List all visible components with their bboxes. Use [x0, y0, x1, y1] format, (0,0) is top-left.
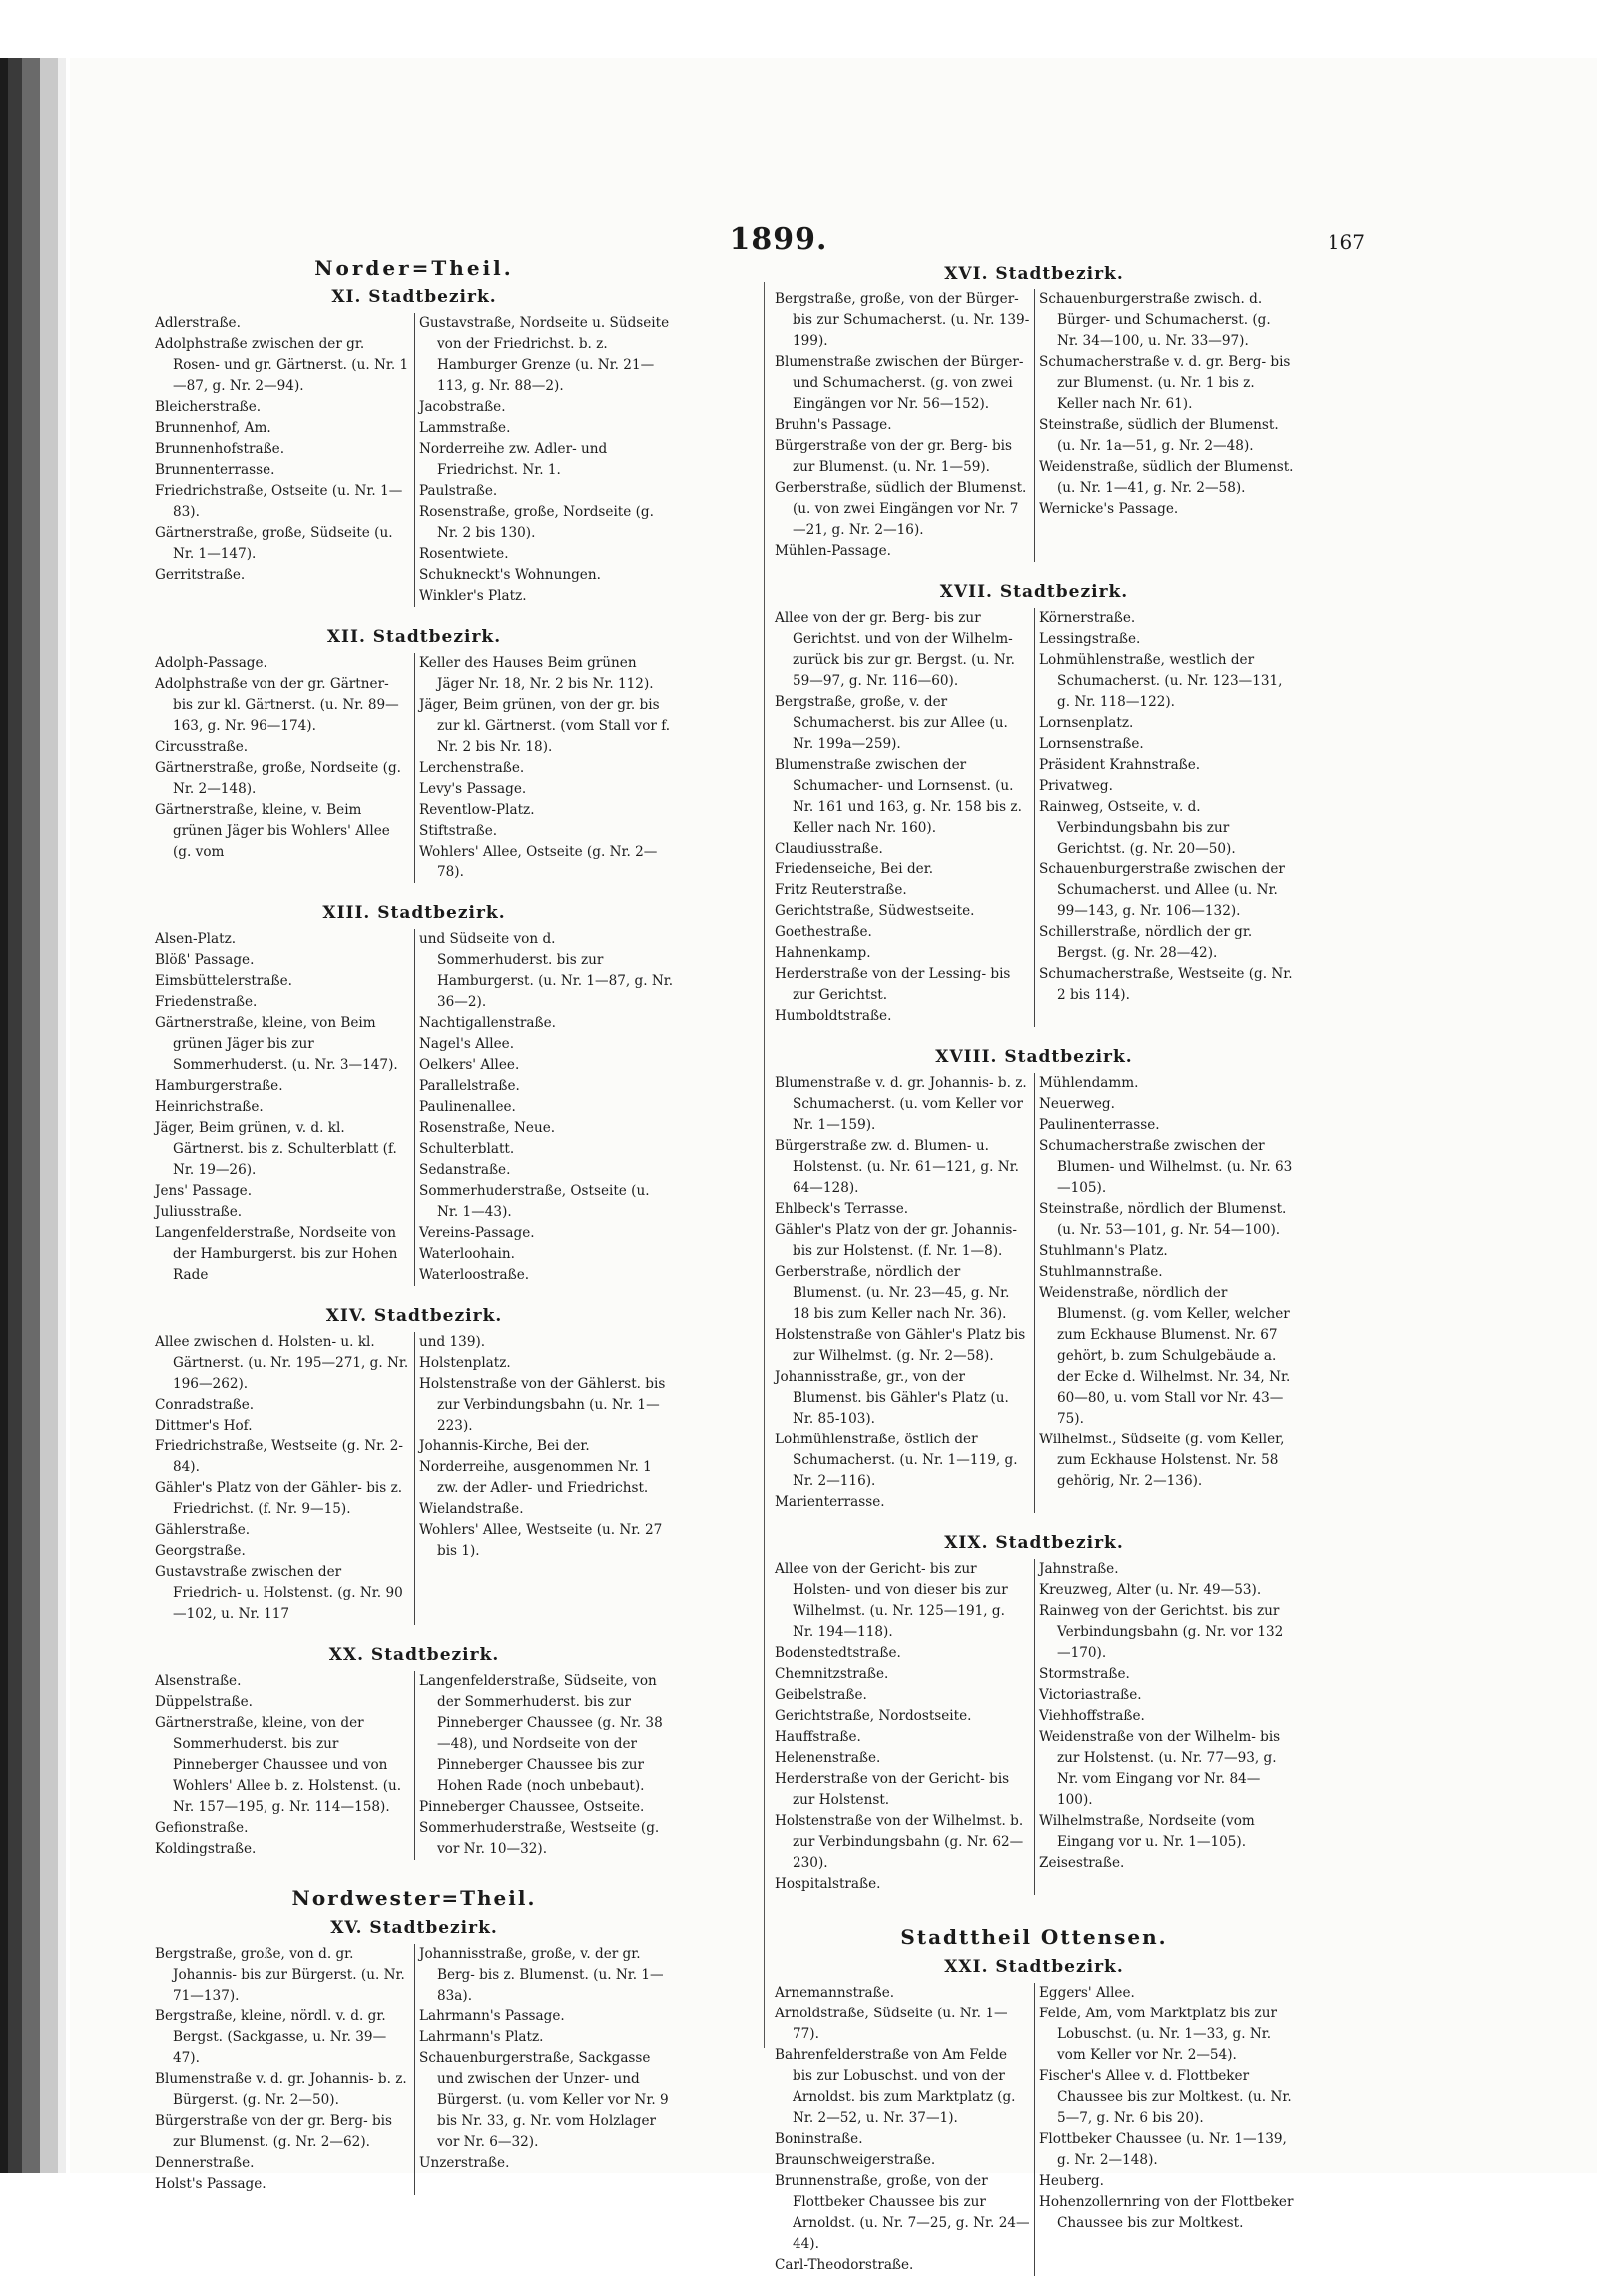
- street-entry: Fischer's Allee v. d. Flottbeker Chaussee bis zur Moltkest. (u. Nr. 5—7, g. Nr. 6 bis 20).: [1039, 2068, 1292, 2126]
- street-entry: Hospitalstraße.: [775, 1876, 881, 1892]
- street-entry: Gustavstraße, Nordseite u. Südseite von der Friedrichst. b. z. Hamburger Grenze (u. Nr. 21—113, g. Nr. 88—2).: [419, 315, 670, 394]
- street-entry: Gählerstraße.: [155, 1522, 251, 1538]
- street-entry: Jahnstraße.: [1039, 1561, 1119, 1577]
- street-list: [155, 1671, 414, 1860]
- street-list: [155, 1944, 414, 2195]
- street-entry: Wernicke's Passage.: [1039, 501, 1179, 517]
- district-title: XVII. Stadtbezirk.: [939, 582, 1129, 602]
- street-list: [155, 313, 414, 607]
- street-entry: Rosenstraße, große, Nordseite (g. Nr. 2 bis 130).: [419, 504, 654, 541]
- page-year: 1899.: [729, 222, 828, 257]
- street-entry: Ehlbeck's Terrasse.: [775, 1201, 909, 1217]
- binding-shadow: [0, 58, 66, 2173]
- street-entry: Wilhelmstraße, Nordseite (vom Eingang vor u. Nr. 1—105).: [1039, 1813, 1255, 1850]
- street-entry: Schauenburgerstraße zwischen der Schumacherst. und Allee (u. Nr. 99—143, g. Nr. 106—132).: [1039, 861, 1285, 919]
- street-entry: Pinneberger Chaussee, Ostseite.: [419, 1799, 645, 1815]
- street-entry: Jacobstraße.: [419, 399, 506, 415]
- street-entry: Juliusstraße.: [155, 1204, 243, 1220]
- street-entry: Wohlers' Allee, Ostseite (g. Nr. 2—78).: [419, 844, 658, 880]
- street-entry: Blumenstraße zwischen der Schumacher- und Lornsenst. (u. Nr. 161 und 163, g. Nr. 158 bis z. Keller nach Nr. 160).: [775, 757, 1022, 836]
- street-entry: Langenfelderstraße, Südseite, von der Sommerhuderst. bis zur Pinneberger Chaussee (g. Nr. 38—48), und Nordseite von der Pinneberger Chaussee bis zur Hohen Rade (noch unbebaut).: [419, 1673, 663, 1794]
- district-section: [775, 1533, 1294, 1895]
- street-entry: Herderstraße von der Lessing- bis zur Gerichtst.: [775, 966, 1011, 1003]
- street-entry: Dennerstraße.: [155, 2155, 255, 2171]
- street-entry: Jäger, Beim grünen, v. d. kl. Gärtnerst. bis z. Schulterblatt (f. Nr. 19—26).: [155, 1120, 397, 1178]
- street-list: [775, 1983, 1034, 2276]
- street-columns: [155, 1332, 674, 1625]
- street-list: [1034, 1073, 1294, 1513]
- street-entry: Bleicherstraße.: [155, 399, 262, 415]
- street-list: [414, 1332, 674, 1625]
- street-entry: Felde, Am, vom Marktplatz bis zur Lobuschst. (u. Nr. 1—33, g. Nr. vom Keller vor Nr. 2—54).: [1039, 2006, 1277, 2063]
- street-entry: Bahrenfelderstraße von Am Felde bis zur Lobuschst. und von der Arnoldst. bis zum Marktplatz (g. Nr. 2—52, u. Nr. 37—1).: [775, 2047, 1016, 2126]
- district-section: [155, 1645, 674, 1860]
- street-entry: Lammstraße.: [419, 420, 511, 436]
- district-title: XIV. Stadtbezirk.: [325, 1306, 503, 1326]
- street-entry: Sedanstraße.: [419, 1162, 511, 1178]
- street-entry: Lohmühlenstraße, westlich der Schumacherst. (u. Nr. 123—131, g. Nr. 118—122).: [1039, 652, 1283, 710]
- district-section: [775, 582, 1294, 1027]
- street-entry: Waterloostraße.: [419, 1267, 530, 1283]
- street-entry: Arnoldstraße, Südseite (u. Nr. 1—77).: [775, 2006, 1008, 2042]
- street-entry: Keller des Hauses Beim grünen Jäger Nr. 18, Nr. 2 bis Nr. 112).: [419, 655, 654, 692]
- street-entry: Rosentwiete.: [419, 546, 509, 562]
- street-entry: Schillerstraße, nördlich der gr. Bergst. (g. Nr. 28—42).: [1039, 924, 1253, 961]
- street-entry: Rainweg, Ostseite, v. d. Verbindungsbahn bis zur Gerichtst. (g. Nr. 20—50).: [1039, 799, 1236, 857]
- street-entry: Brunnenhofstraße.: [155, 441, 285, 457]
- street-list: [414, 1944, 674, 2195]
- street-entry: Reventlow-Platz.: [419, 802, 535, 818]
- street-entry: Koldingstraße.: [155, 1841, 257, 1857]
- street-entry: Hauffstraße.: [775, 1729, 861, 1745]
- street-entry: Paulinenallee.: [419, 1099, 516, 1115]
- street-entry: Johannisstraße, gr., von der Blumenst. bis Gähler's Platz (u. Nr. 85-103).: [775, 1369, 1009, 1427]
- right-sections: [775, 264, 1294, 1895]
- street-entry: Sommerhuderstraße, Ostseite (u. Nr. 1—43).: [419, 1183, 650, 1220]
- district-section: [155, 287, 674, 607]
- street-entry: Brunnenterrasse.: [155, 462, 275, 478]
- street-entry: Chemnitzstraße.: [775, 1666, 889, 1682]
- street-entry: Rainweg von der Gerichtst. bis zur Verbindungsbahn (g. Nr. vor 132—170).: [1039, 1603, 1284, 1661]
- street-entry: Boninstraße.: [775, 2131, 863, 2147]
- street-entry: Gärtnerstraße, große, Nordseite (g. Nr. 2—148).: [155, 760, 401, 797]
- page-number: 167: [1327, 230, 1365, 254]
- right-column: [775, 256, 1294, 2296]
- street-entry: Braunschweigerstraße.: [775, 2152, 936, 2168]
- street-entry: Friedenstraße.: [155, 994, 258, 1010]
- street-entry: Viehhoffstraße.: [1039, 1708, 1145, 1724]
- street-list: [414, 313, 674, 607]
- street-entry: Allee von der gr. Berg- bis zur Gerichtst. und von der Wilhelm- zurück bis zur gr. Bergst. (u. Nr. 59—97, g. Nr. 116—60).: [775, 610, 1016, 689]
- street-entry: Paulstraße.: [419, 483, 498, 499]
- street-entry: Neuerweg.: [1039, 1096, 1115, 1112]
- street-entry: Nachtigallenstraße.: [419, 1015, 556, 1031]
- street-entry: Vereins-Passage.: [419, 1225, 535, 1241]
- street-entry: Gärtnerstraße, kleine, von Beim grünen Jäger bis zur Sommerhuderst. (u. Nr. 3—147).: [155, 1015, 398, 1073]
- street-entry: Lahrmann's Platz.: [419, 2029, 544, 2045]
- street-entry: Gefionstraße.: [155, 1820, 249, 1836]
- street-entry: Wilhelmst., Südseite (g. vom Keller, zum Eckhause Holstenst. Nr. 58 gehörig, Nr. 2—136).: [1039, 1432, 1285, 1489]
- right-sections-part2: [775, 1957, 1294, 2276]
- street-list: [775, 608, 1034, 1027]
- street-entry: Bergstraße, große, von d. gr. Johannis- bis zur Bürgerst. (u. Nr. 71—137).: [155, 1946, 405, 2004]
- street-entry: Bergstraße, große, v. der Schumacherst. bis zur Allee (u. Nr. 199a—259).: [775, 694, 1008, 752]
- district-title: XIII. Stadtbezirk.: [322, 903, 506, 923]
- district-title: XVIII. Stadtbezirk.: [935, 1047, 1133, 1067]
- street-entry: Eggers' Allee.: [1039, 1985, 1135, 2001]
- street-entry: Schukneckt's Wohnungen.: [419, 567, 601, 583]
- street-entry: Norderreihe zw. Adler- und Friedrichst. Nr. 1.: [419, 441, 608, 478]
- street-entry: Präsident Krahnstraße.: [1039, 757, 1201, 773]
- left-column: [155, 256, 674, 2215]
- street-entry: Mühlen-Passage.: [775, 543, 891, 559]
- street-entry: Bürgerstraße von der gr. Berg- bis zur Blumenst. (u. Nr. 1—59).: [775, 438, 1013, 475]
- street-entry: Bergstraße, große, von der Bürger- bis zur Schumacherst. (u. Nr. 139-199).: [775, 291, 1030, 349]
- street-entry: Adolphstraße zwischen der gr. Rosen- und gr. Gärtnerst. (u. Nr. 1—87, g. Nr. 2—94).: [155, 336, 409, 394]
- street-entry: Steinstraße, südlich der Blumenst. (u. Nr. 1a—51, g. Nr. 2—48).: [1039, 417, 1279, 454]
- street-entry: Kreuzweg, Alter (u. Nr. 49—53).: [1039, 1582, 1262, 1598]
- street-entry: Holstenstraße von der Gählerst. bis zur Verbindungsbahn (u. Nr. 1—223).: [419, 1376, 666, 1434]
- street-entry: Mühlendamm.: [1039, 1075, 1139, 1091]
- top-margin: [0, 0, 1597, 58]
- street-entry: Herderstraße von der Gericht- bis zur Holstenst.: [775, 1771, 1010, 1808]
- district-section: [775, 1047, 1294, 1513]
- street-columns: [155, 653, 674, 883]
- street-list: [775, 1073, 1034, 1513]
- street-columns: [155, 1671, 674, 1860]
- street-entry: Lahrmann's Passage.: [419, 2009, 565, 2024]
- street-entry: Johannis-Kirche, Bei der.: [419, 1438, 590, 1454]
- street-entry: Blumenstraße v. d. gr. Johannis- b. z. Schumacherst. (u. vom Keller vor Nr. 1—159).: [775, 1075, 1027, 1133]
- street-entry: Lornsenstraße.: [1039, 736, 1144, 752]
- street-entry: Gerichtstraße, Südwestseite.: [775, 903, 975, 919]
- part-title-norder: Norder=Theil.: [314, 256, 514, 280]
- street-entry: Levy's Passage.: [419, 781, 527, 797]
- street-entry: Gärtnerstraße, kleine, von der Sommerhuderst. bis zur Pinneberger Chaussee und von Wohlers' Allee b. z. Holstenst. (u. Nr. 157—195, g. Nr. 114—158).: [155, 1715, 402, 1815]
- street-entry: Holst's Passage.: [155, 2176, 266, 2192]
- district-section: [155, 1306, 674, 1625]
- street-columns: [775, 608, 1294, 1027]
- street-entry: Gähler's Platz von der Gähler- bis z. Friedrichst. (f. Nr. 9—15).: [155, 1480, 403, 1517]
- street-entry: Schumacherstraße zwischen der Blumen- und Wilhelmst. (u. Nr. 63—105).: [1039, 1138, 1293, 1196]
- street-columns: [155, 313, 674, 607]
- district-title: XII. Stadtbezirk.: [326, 627, 502, 647]
- street-entry: Allee zwischen d. Holsten- u. kl. Gärtnerst. (u. Nr. 195—271, g. Nr. 196—262).: [155, 1334, 409, 1392]
- street-entry: Stuhlmannstraße.: [1039, 1264, 1163, 1280]
- street-list: [155, 929, 414, 1286]
- district-title: XV. Stadtbezirk.: [330, 1918, 498, 1938]
- street-entry: Gähler's Platz von der gr. Johannis- bis zur Holstenst. (f. Nr. 1—8).: [775, 1222, 1017, 1259]
- street-columns: [155, 929, 674, 1286]
- street-entry: Schulterblatt.: [419, 1141, 515, 1157]
- street-list: [1034, 289, 1294, 562]
- street-entry: Düppelstraße.: [155, 1694, 253, 1710]
- street-entry: Holstenplatz.: [419, 1355, 511, 1371]
- street-entry: Schauenburgerstraße, Sackgasse und zwischen der Unzer- und Bürgerst. (u. vom Keller vor Nr. 9 bis Nr. 33, g. Nr. vom Holzlager vor Nr. 6—32).: [419, 2050, 669, 2150]
- street-entry: Lerchenstraße.: [419, 760, 525, 776]
- street-entry: und Südseite von d. Sommerhuderst. bis zur Hamburgerst. (u. Nr. 1—87, g. Nr. 36—2).: [419, 931, 674, 1010]
- left-sections-part2: [155, 1918, 674, 2195]
- street-entry: Holstenstraße von Gähler's Platz bis zur Wilhelmst. (g. Nr. 2—58).: [775, 1327, 1026, 1364]
- street-list: [775, 289, 1034, 562]
- street-entry: Bürgerstraße zw. d. Blumen- u. Holstenst. (u. Nr. 61—121, g. Nr. 64—128).: [775, 1138, 1019, 1196]
- street-entry: Jäger, Beim grünen, von der gr. bis zur kl. Gärtnerst. (vom Stall vor f. Nr. 2 bis Nr. 18).: [419, 697, 671, 755]
- street-entry: Schumacherstraße v. d. gr. Berg- bis zur Blumenst. (u. Nr. 1 bis z. Keller nach Nr. 61).: [1039, 354, 1291, 412]
- street-entry: Victoriastraße.: [1039, 1687, 1142, 1703]
- street-entry: Alsen-Platz.: [155, 931, 237, 947]
- street-columns: [775, 1073, 1294, 1513]
- street-entry: Holstenstraße von der Wilhelmst. b. zur Verbindungsbahn (g. Nr. 62—230).: [775, 1813, 1024, 1871]
- street-entry: Eimsbüttelerstraße.: [155, 973, 292, 989]
- street-entry: Hahnenkamp.: [775, 945, 871, 961]
- street-entry: und 139).: [419, 1334, 486, 1350]
- street-entry: Gustavstraße zwischen der Friedrich- u. Holstenst. (g. Nr. 90—102, u. Nr. 117: [155, 1564, 403, 1622]
- street-list: [1034, 608, 1294, 1027]
- street-entry: Brunnenstraße, große, von der Flottbeker Chaussee bis zur Arnoldst. (u. Nr. 7—25, g. Nr. 24—44).: [775, 2173, 1030, 2252]
- street-entry: Humboldtstraße.: [775, 1008, 892, 1024]
- street-entry: Langenfelderstraße, Nordseite von der Hamburgerst. bis zur Hohen Rade: [155, 1225, 398, 1283]
- street-entry: Paulinenterrasse.: [1039, 1117, 1160, 1133]
- street-entry: Allee von der Gericht- bis zur Holsten- und von dieser bis zur Wilhelmst. (u. Nr. 125—191, g. Nr. 194—118).: [775, 1561, 1008, 1640]
- street-entry: Friedrichstraße, Westseite (g. Nr. 2-84).: [155, 1438, 404, 1475]
- street-entry: Zeisestraße.: [1039, 1855, 1125, 1871]
- street-entry: Flottbeker Chaussee (u. Nr. 1—139, g. Nr. 2—148).: [1039, 2131, 1287, 2168]
- street-entry: Geibelstraße.: [775, 1687, 867, 1703]
- street-entry: Friedrichstraße, Ostseite (u. Nr. 1—83).: [155, 483, 403, 520]
- street-entry: Weidenstraße von der Wilhelm- bis zur Holstenst. (u. Nr. 77—93, g. Nr. vom Eingang vor Nr. 84—100).: [1039, 1729, 1281, 1808]
- street-entry: Lornsenplatz.: [1039, 715, 1134, 731]
- street-list: [414, 653, 674, 883]
- street-entry: Weidenstraße, nördlich der Blumenst. (g. vom Keller, welcher zum Eckhause Blumenst. Nr. 67 gehört, b. zum Schulgebäude a. der Ecke d. Wilhelmst. Nr. 34, Nr. 60—80, u. vom Stall vor Nr. 43—75).: [1039, 1285, 1291, 1427]
- street-entry: Nagel's Allee.: [419, 1036, 515, 1052]
- street-entry: Privatweg.: [1039, 778, 1113, 794]
- street-columns: [775, 289, 1294, 562]
- street-entry: Helenenstraße.: [775, 1750, 881, 1766]
- street-list: [155, 1332, 414, 1625]
- street-entry: Gerritstraße.: [155, 567, 246, 583]
- district-title: XIX. Stadtbezirk.: [944, 1533, 1124, 1553]
- district-section: [155, 903, 674, 1286]
- street-entry: Gärtnerstraße, kleine, v. Beim grünen Jäger bis Wohlers' Allee (g. vom: [155, 802, 390, 860]
- part-title-nordwester: Nordwester=Theil.: [291, 1886, 537, 1910]
- street-entry: Adolph-Passage.: [155, 655, 267, 671]
- street-entry: Wohlers' Allee, Westseite (u. Nr. 27 bis 1).: [419, 1522, 663, 1559]
- street-entry: Gärtnerstraße, große, Südseite (u. Nr. 1—147).: [155, 525, 393, 562]
- street-entry: Lessingstraße.: [1039, 631, 1141, 647]
- street-entry: Arnemannstraße.: [775, 1985, 895, 2001]
- street-entry: Goethestraße.: [775, 924, 872, 940]
- street-entry: Marienterrasse.: [775, 1494, 885, 1510]
- street-entry: Schauenburgerstraße zwisch. d. Bürger- und Schumacherst. (g. Nr. 34—100, u. Nr. 33—97).: [1039, 291, 1271, 349]
- left-sections: [155, 287, 674, 1860]
- street-entry: Gerberstraße, nördlich der Blumenst. (u. Nr. 23—45, g. Nr. 18 bis zum Keller nach Nr. 36).: [775, 1264, 1010, 1322]
- street-entry: Carl-Theodorstraße.: [775, 2257, 914, 2273]
- street-entry: Waterloohain.: [419, 1246, 515, 1262]
- street-entry: Lohmühlenstraße, östlich der Schumacherst. (u. Nr. 1—119, g. Nr. 2—116).: [775, 1432, 1018, 1489]
- district-title: XX. Stadtbezirk.: [328, 1645, 500, 1665]
- center-column-rule: [764, 282, 765, 2048]
- street-entry: Sommerhuderstraße, Westseite (g. vor Nr. 10—32).: [419, 1820, 660, 1857]
- street-list: [414, 929, 674, 1286]
- district-section: [155, 1918, 674, 2195]
- street-entry: Brunnenhof, Am.: [155, 420, 271, 436]
- street-entry: Heuberg.: [1039, 2173, 1104, 2189]
- district-title: XI. Stadtbezirk.: [331, 287, 497, 307]
- street-entry: Stormstraße.: [1039, 1666, 1130, 1682]
- street-list: [1034, 1983, 1294, 2276]
- street-entry: Jens' Passage.: [155, 1183, 253, 1199]
- street-entry: Bodenstedtstraße.: [775, 1645, 901, 1661]
- street-list: [155, 653, 414, 883]
- district-section: [155, 627, 674, 883]
- street-entry: Fritz Reuterstraße.: [775, 882, 907, 898]
- street-entry: Georgstraße.: [155, 1543, 246, 1559]
- street-columns: [775, 1983, 1294, 2276]
- street-entry: Weidenstraße, südlich der Blumenst. (u. Nr. 1—41, g. Nr. 2—58).: [1039, 459, 1294, 496]
- street-entry: Steinstraße, nördlich der Blumenst. (u. Nr. 53—101, g. Nr. 54—100).: [1039, 1201, 1287, 1238]
- street-entry: Blumenstraße v. d. gr. Johannis- b. z. Bürgerst. (g. Nr. 2—50).: [155, 2071, 407, 2108]
- district-section: [775, 1957, 1294, 2276]
- street-entry: Bergstraße, kleine, nördl. v. d. gr. Bergst. (Sackgasse, u. Nr. 39—47).: [155, 2009, 387, 2066]
- street-entry: Dittmer's Hof.: [155, 1418, 253, 1434]
- street-entry: Hohenzollernring von der Flottbeker Chaussee bis zur Moltkest.: [1039, 2194, 1294, 2231]
- street-entry: Adlerstraße.: [155, 315, 241, 331]
- part-title-ottensen: Stadttheil Ottensen.: [900, 1925, 1168, 1949]
- district-title: XVI. Stadtbezirk.: [944, 264, 1124, 284]
- street-entry: Norderreihe, ausgenommen Nr. 1 zw. der Adler- und Friedrichst.: [419, 1459, 652, 1496]
- street-entry: Körnerstraße.: [1039, 610, 1136, 626]
- street-entry: Adolphstraße von der gr. Gärtner- bis zur kl. Gärtnerst. (u. Nr. 89—163, g. Nr. 96—174).: [155, 676, 399, 734]
- street-entry: Winkler's Platz.: [419, 588, 527, 604]
- street-entry: Wielandstraße.: [419, 1501, 524, 1517]
- street-list: [1034, 1559, 1294, 1895]
- street-entry: Gerberstraße, südlich der Blumenst. (u. von zwei Eingängen vor Nr. 7—21, g. Nr. 2—16).: [775, 480, 1027, 538]
- street-entry: Claudiusstraße.: [775, 841, 883, 857]
- street-entry: Oelkers' Allee.: [419, 1057, 520, 1073]
- street-entry: Stiftstraße.: [419, 823, 498, 839]
- street-entry: Johannisstraße, große, v. der gr. Berg- bis z. Blumenst. (u. Nr. 1—83a).: [419, 1946, 664, 2004]
- street-entry: Circusstraße.: [155, 739, 249, 755]
- street-entry: Unzerstraße.: [419, 2155, 510, 2171]
- street-entry: Hamburgerstraße.: [155, 1078, 283, 1094]
- district-section: [775, 264, 1294, 562]
- street-entry: Conradstraße.: [155, 1397, 255, 1413]
- street-list: [414, 1671, 674, 1860]
- street-entry: Alsenstraße.: [155, 1673, 242, 1689]
- street-list: [775, 1559, 1034, 1895]
- street-columns: [155, 1944, 674, 2195]
- street-entry: Schumacherstraße, Westseite (g. Nr. 2 bis 114).: [1039, 966, 1293, 1003]
- street-entry: Bruhn's Passage.: [775, 417, 892, 433]
- street-entry: Bürgerstraße von der gr. Berg- bis zur Blumenst. (g. Nr. 2—62).: [155, 2113, 393, 2150]
- street-entry: Blumenstraße zwischen der Bürger- und Schumacherst. (g. von zwei Eingängen vor Nr. 56—152).: [775, 354, 1024, 412]
- district-title: XXI. Stadtbezirk.: [944, 1957, 1124, 1977]
- street-entry: Heinrichstraße.: [155, 1099, 264, 1115]
- street-entry: Gerichtstraße, Nordostseite.: [775, 1708, 972, 1724]
- street-entry: Parallelstraße.: [419, 1078, 520, 1094]
- street-entry: Rosenstraße, Neue.: [419, 1120, 556, 1136]
- street-entry: Friedenseiche, Bei der.: [775, 861, 934, 877]
- street-entry: Stuhlmann's Platz.: [1039, 1243, 1168, 1259]
- street-entry: Blöß' Passage.: [155, 952, 255, 968]
- street-columns: [775, 1559, 1294, 1895]
